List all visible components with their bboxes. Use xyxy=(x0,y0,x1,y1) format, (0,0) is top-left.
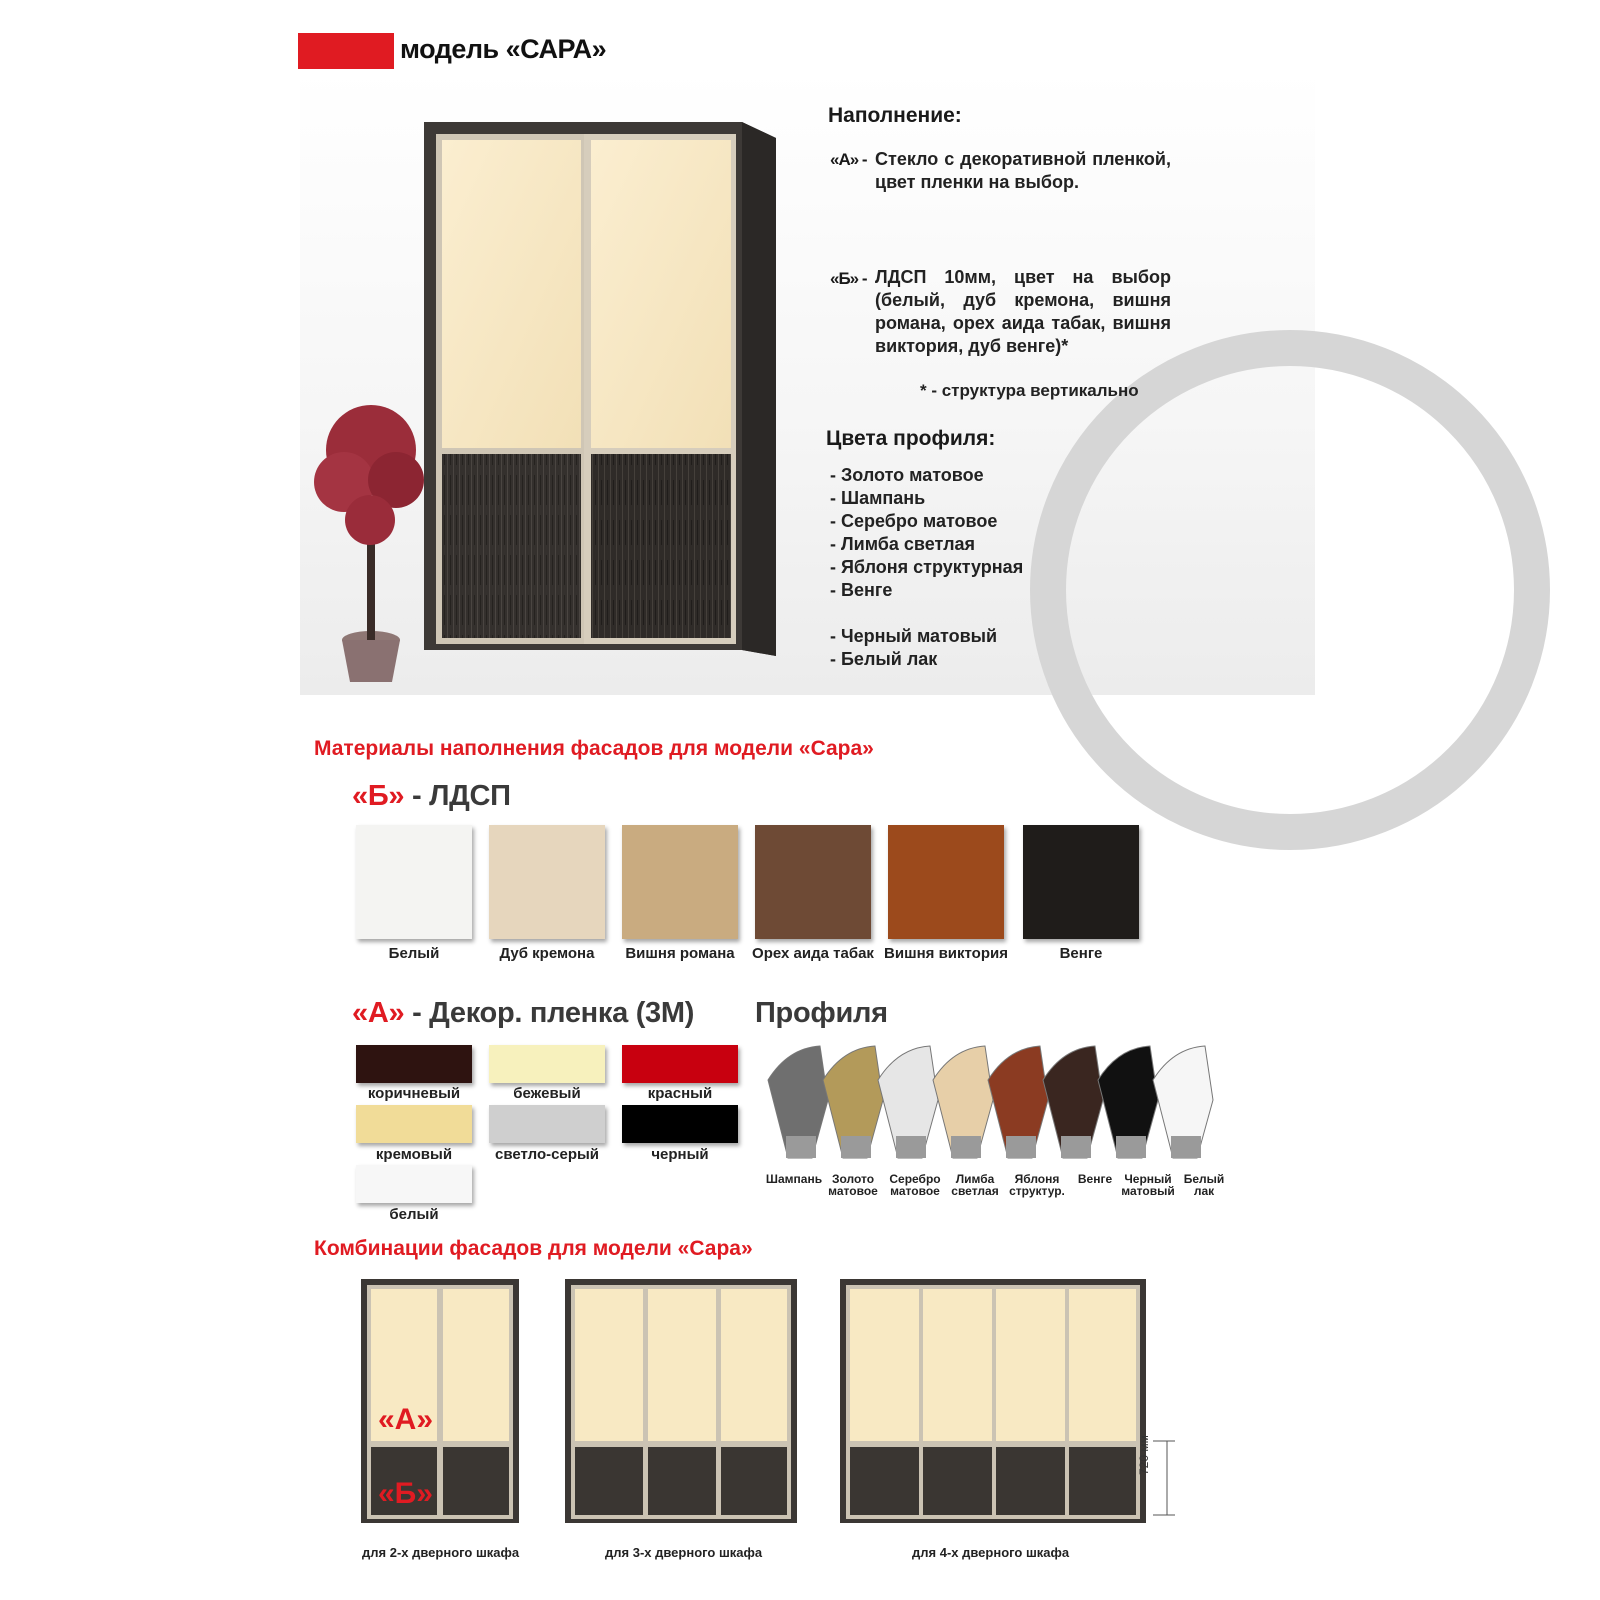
list-item: - Черный матовый xyxy=(830,626,998,646)
option-a-text: Стекло с декоративной пленкой, цвет пленки на выбор. xyxy=(875,149,1171,192)
combinations-image xyxy=(355,1275,1205,1535)
profile-label: Серебро матовое xyxy=(889,1172,941,1198)
profile-label: Венге xyxy=(1077,1172,1113,1186)
film-swatch xyxy=(622,1105,738,1143)
list-item: - Шампань xyxy=(830,488,926,508)
ldsp-swatch xyxy=(489,825,605,939)
film-label: светло-серый xyxy=(494,1146,600,1163)
ldsp-swatch xyxy=(622,825,738,939)
film-label: черный xyxy=(651,1146,709,1163)
ldsp-key: «Б» xyxy=(352,780,405,812)
option-b-text: ЛДСП 10мм, цвет на выбор (белый, дуб кремона, вишня романа, орех аида табак, вишня виктория, дуб венге)* xyxy=(875,267,1171,356)
option-b-key: «Б» - xyxy=(830,269,867,288)
combo-label: для 2-х дверного шкафа xyxy=(362,1545,520,1560)
ldsp-label: Орех аида табак xyxy=(752,945,874,962)
dimension-line xyxy=(1153,1441,1175,1515)
profile-piece xyxy=(1043,1046,1103,1158)
combo-3-door xyxy=(565,1279,797,1523)
film-key: «А» xyxy=(352,997,405,1029)
ldsp-swatch xyxy=(888,825,1004,939)
ldsp-heading xyxy=(352,780,511,813)
profile-piece xyxy=(878,1046,938,1158)
dimension-label: 720 мм xyxy=(1137,1435,1151,1475)
ldsp-label: Вишня романа xyxy=(625,945,735,962)
ldsp-swatch xyxy=(356,825,472,939)
film-swatch xyxy=(489,1105,605,1143)
ldsp-swatch xyxy=(755,825,871,939)
film-swatch xyxy=(622,1045,738,1083)
list-item: - Яблоня структурная xyxy=(830,557,1024,577)
profile-colors-list xyxy=(830,464,1023,671)
combinations-heading: Комбинации фасадов для модели «Сара» xyxy=(314,1237,753,1260)
combo-label: для 3-х дверного шкафа xyxy=(605,1545,763,1560)
marker-b: «Б» xyxy=(378,1477,433,1510)
film-label: кремовый xyxy=(375,1146,453,1163)
profile-label: Белый лак xyxy=(1183,1172,1225,1198)
profiles-image xyxy=(760,1040,1230,1180)
ldsp-title: - ЛДСП xyxy=(404,780,511,812)
profile-piece xyxy=(933,1046,993,1158)
footnote: * - структура вертикально xyxy=(920,381,1139,400)
list-item: - Серебро матовое xyxy=(830,511,998,531)
profile-label: Яблоня структур. xyxy=(1009,1172,1065,1198)
profile-colors-heading: Цвета профиля: xyxy=(826,427,996,450)
ldsp-label: Дуб кремона xyxy=(499,945,595,962)
list-item: - Лимба светлая xyxy=(830,534,976,554)
profile-piece xyxy=(768,1046,828,1158)
list-item: - Венге xyxy=(830,580,893,600)
profile-label: Черный матовый xyxy=(1121,1172,1175,1198)
film-label: коричневый xyxy=(367,1085,461,1102)
profile-piece xyxy=(823,1046,883,1158)
profiles-heading: Профиля xyxy=(755,997,888,1029)
film-title: - Декор. пленка (3М) xyxy=(404,997,695,1029)
profile-label: Шампань xyxy=(765,1172,823,1186)
page-title: модель «САРА» xyxy=(400,34,607,64)
film-label: бежевый xyxy=(513,1085,581,1102)
film-swatch xyxy=(356,1165,472,1203)
profile-piece xyxy=(988,1046,1048,1158)
film-swatch xyxy=(489,1045,605,1083)
film-heading xyxy=(352,997,694,1030)
profile-piece xyxy=(1153,1046,1213,1158)
watermark-logo xyxy=(1030,330,1550,850)
list-item: - Золото матовое xyxy=(830,465,984,485)
profile-label: Золото матовое xyxy=(828,1172,878,1198)
film-swatch xyxy=(356,1105,472,1143)
film-label: красный xyxy=(647,1085,713,1102)
profile-label: Лимба светлая xyxy=(951,1172,999,1198)
filling-heading: Наполнение: xyxy=(828,104,962,127)
ldsp-label: Белый xyxy=(388,945,440,962)
materials-heading: Материалы наполнения фасадов для модели «Сара» xyxy=(314,737,874,760)
combo-4-door xyxy=(840,1279,1146,1523)
combo-label: для 4-х дверного шкафа xyxy=(912,1545,1070,1560)
ldsp-swatch xyxy=(1023,825,1139,939)
marker-a: «А» xyxy=(378,1403,434,1436)
ldsp-label: Венге xyxy=(1059,945,1103,962)
list-item: - Белый лак xyxy=(830,649,938,669)
profile-piece xyxy=(1098,1046,1158,1158)
ldsp-label: Вишня виктория xyxy=(884,945,1008,962)
film-label: белый xyxy=(389,1206,439,1223)
header-accent-bar xyxy=(298,33,394,69)
film-swatch xyxy=(356,1045,472,1083)
wardrobe-image xyxy=(296,110,796,700)
option-a-key: «А» - xyxy=(830,150,867,169)
